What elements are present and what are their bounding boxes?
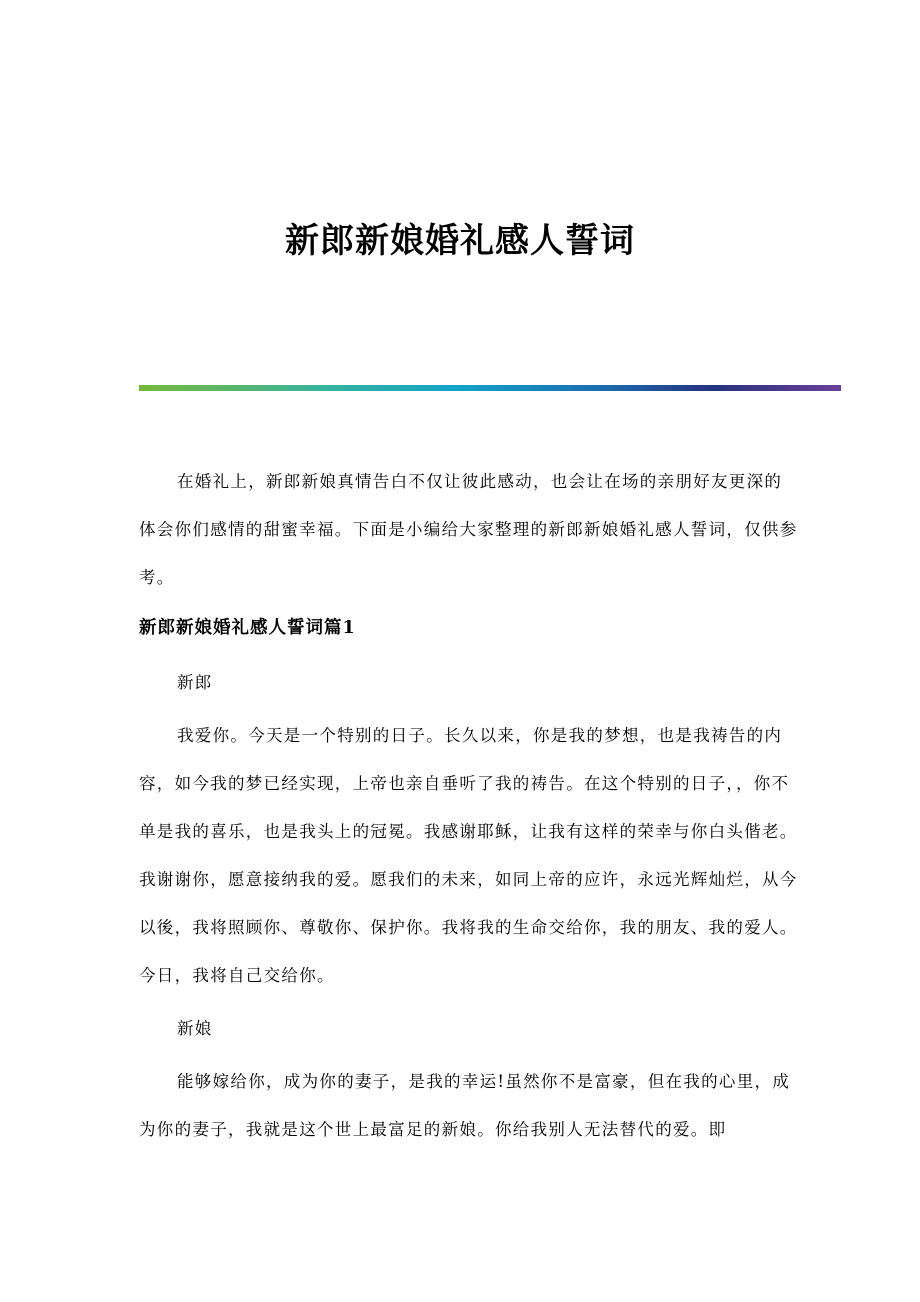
bride-label: 新娘 bbox=[177, 1019, 213, 1038]
groom-label: 新郎 bbox=[177, 673, 213, 692]
groom-vow-paragraph: 我爱你。今天是一个特别的日子。长久以来，你是我的梦想，也是我祷告的内容，如今我的梦已经实现，上帝也亲自垂听了我的祷告。在这个特别的日子，，你不单是我的喜乐，也是我头上的冠冕。我感谢耶稣，让我有这样的荣幸与你白头偕老。我谢谢你，愿意接纳我的爱。愿我们的未来，如同上帝的应许，永远光辉灿烂，从今以後，我将照顾你、尊敬你、保护你。我将我的生命交给你，我的朋友、我的爱人。今日，我将自己交给你。 bbox=[139, 726, 798, 985]
document-body bbox=[139, 458, 799, 1154]
title-divider bbox=[139, 385, 841, 391]
intro-paragraph: 在婚礼上，新郎新娘真情告白不仅让彼此感动，也会让在场的亲朋好友更深的体会你们感情的甜蜜幸福。下面是小编给大家整理的新郎新娘婚礼感人誓词，仅供参考。 bbox=[139, 472, 798, 587]
bride-vow-paragraph: 能够嫁给你，成为你的妻子，是我的幸运!虽然你不是富豪，但在我的心里，成为你的妻子，我就是这个世上最富足的新娘。你给我别人无法替代的爱。即 bbox=[139, 1072, 791, 1139]
section-heading-wrap bbox=[139, 604, 799, 652]
section-heading: 新郎新娘婚礼感人誓词篇1 bbox=[139, 618, 356, 638]
document-title: 新郎新娘婚礼感人誓词 bbox=[285, 221, 635, 261]
